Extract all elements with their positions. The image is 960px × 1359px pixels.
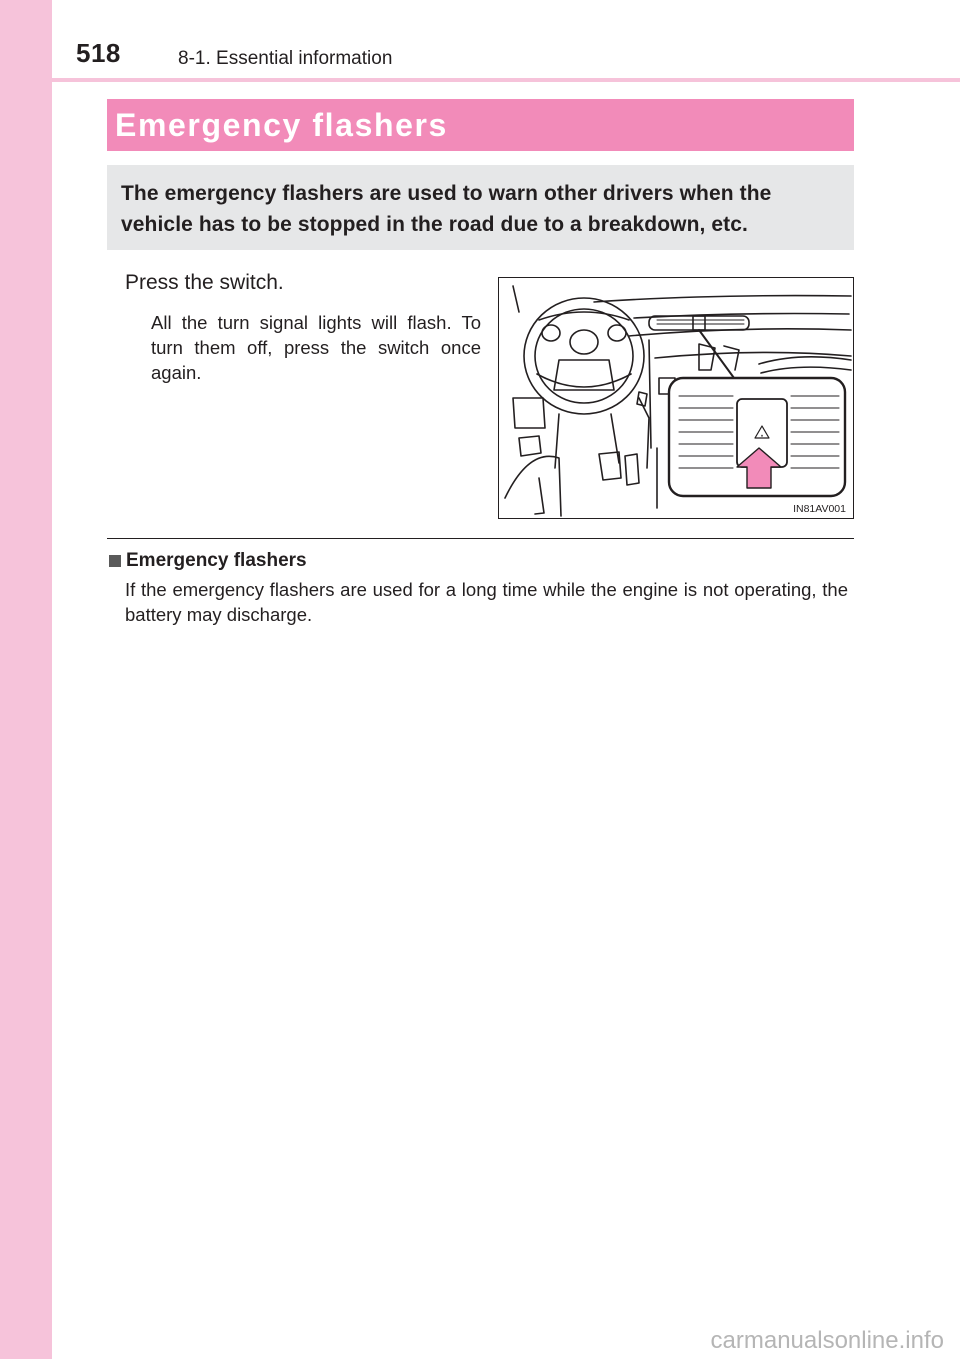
summary-text: The emergency flashers are used to warn other drivers when the vehicle has to be stopped in the road due to a breakdown, etc. — [121, 182, 772, 236]
dashboard-illustration — [498, 277, 854, 519]
note-body: If the emergency flashers are used for a long time while the engine is not operating, the battery may discharge. — [125, 579, 848, 625]
side-color-band — [0, 0, 52, 1359]
square-bullet-icon — [109, 555, 121, 567]
summary-box — [107, 165, 854, 250]
dashboard-drawing — [499, 278, 853, 518]
steering-wheel — [524, 298, 644, 414]
section-divider — [107, 538, 854, 539]
figure-code: IN81AV001 — [793, 503, 846, 515]
page-title: Emergency flashers — [115, 106, 448, 143]
note-heading — [109, 550, 307, 572]
step-detail: All the turn signal lights will flash. To turn them off, press the switch once again. — [151, 312, 481, 383]
section-label: 8-1. Essential information — [178, 48, 393, 69]
center-vent — [649, 316, 749, 330]
title-bar — [107, 99, 854, 151]
note-heading-text: Emergency flashers — [126, 550, 307, 571]
page-number: 518 — [76, 38, 121, 68]
step-instruction: Press the switch. — [125, 271, 284, 294]
header-rule — [0, 78, 960, 82]
watermark[interactable]: carmanualsonline.info — [710, 1327, 944, 1354]
hazard-switch-small — [693, 316, 705, 330]
